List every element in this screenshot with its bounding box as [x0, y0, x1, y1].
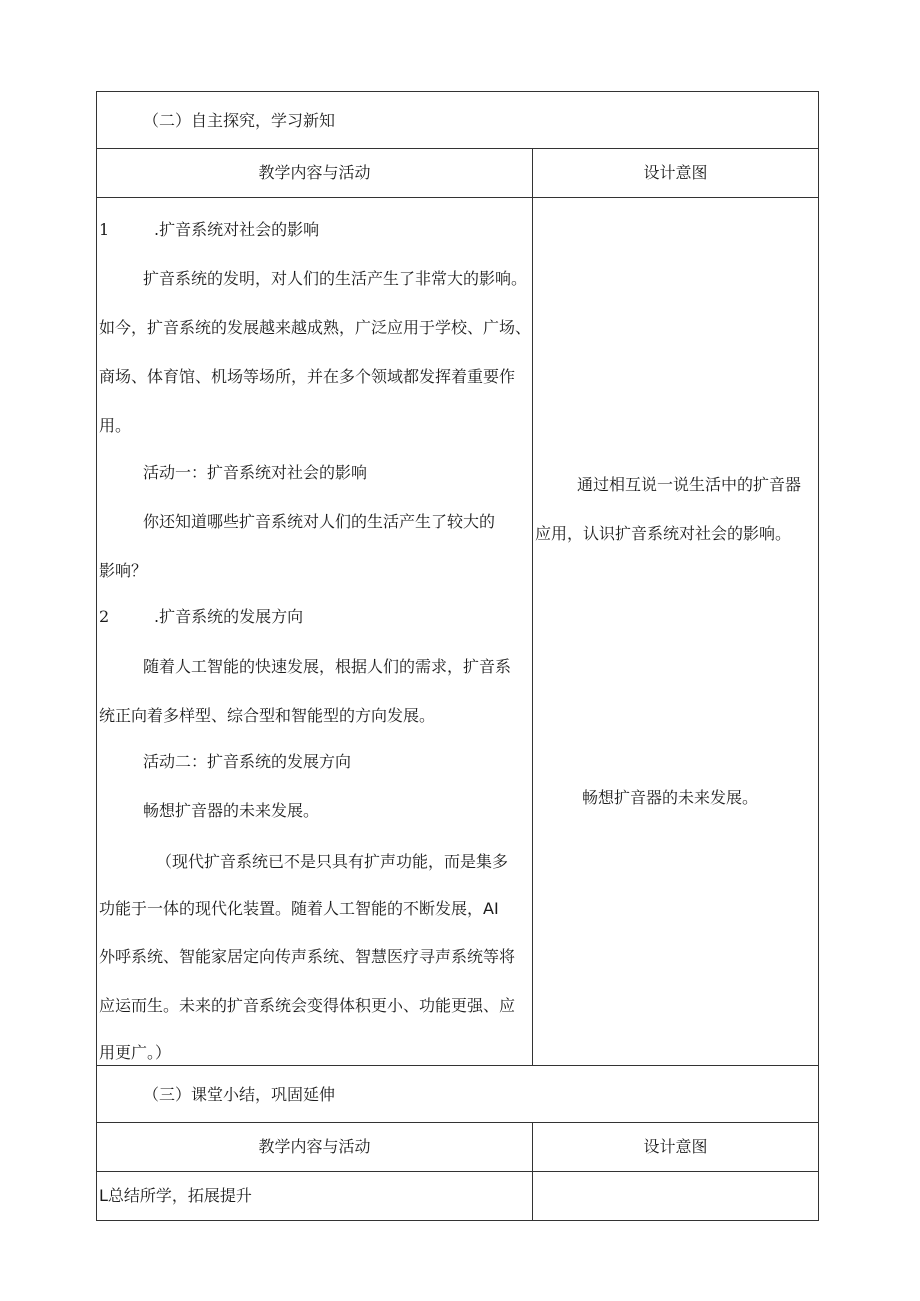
row-divider [96, 197, 819, 198]
paragraph-line: 商场、体育馆、机场等场所，并在多个领域都发挥着重要作 [99, 367, 516, 386]
table-border-bottom [96, 1220, 819, 1221]
design-intent-line: 通过相互说一说生活中的扩音器 [577, 475, 802, 494]
row-divider [96, 1065, 819, 1066]
table-border-left [96, 91, 97, 1221]
row-divider [96, 1171, 819, 1172]
section-title: （三）课堂小结，巩固延伸 [143, 1085, 336, 1104]
item-number: 2 [99, 607, 110, 626]
paragraph-line: 随着人工智能的快速发展，根据人们的需求，扩音系 [143, 657, 512, 676]
table-border-right [818, 91, 819, 1221]
column-header-content: 教学内容与活动 [258, 163, 371, 182]
item-heading: .扩音系统对社会的影响 [154, 220, 320, 239]
row-divider [96, 148, 819, 149]
table-border-top [96, 91, 819, 92]
row-divider [96, 1122, 819, 1123]
note-line: 用更广。） [99, 1043, 172, 1062]
column-header-intent: 设计意图 [643, 163, 708, 182]
item-number: 1 [99, 220, 110, 239]
section-title: （二）自主探究，学习新知 [143, 111, 336, 130]
note-line: （现代扩音系统已不是只具有扩声功能，而是集多 [156, 852, 509, 871]
question-line: 你还知道哪些扩音系统对人们的生活产生了较大的 [143, 512, 496, 531]
note-line: 应运而生。未来的扩音系统会变得体积更小、功能更强、应 [99, 996, 516, 1015]
paragraph-line: 用。 [99, 416, 132, 435]
note-line: 外呼系统、智能家居定向传声系统、智慧医疗寻声系统等将 [99, 947, 516, 966]
paragraph-line: 扩音系统的发明，对人们的生活产生了非常大的影响。 [143, 269, 528, 288]
item-heading: L总结所学，拓展提升 [99, 1186, 252, 1205]
column-divider [532, 148, 533, 1066]
design-intent-line: 应用，认识扩音系统对社会的影响。 [535, 524, 792, 543]
activity-title: 活动一：扩音系统对社会的影响 [143, 463, 368, 482]
question-line: 影响？ [99, 561, 148, 580]
note-line: 功能于一体的现代化装置。随着人工智能的不断发展，AI [99, 899, 499, 918]
column-header-content: 教学内容与活动 [258, 1137, 371, 1156]
column-header-intent: 设计意图 [643, 1137, 708, 1156]
prompt-line: 畅想扩音器的未来发展。 [143, 801, 320, 820]
item-heading: .扩音系统的发展方向 [154, 607, 304, 626]
activity-title: 活动二：扩音系统的发展方向 [143, 752, 352, 771]
paragraph-line: 统正向着多样型、综合型和智能型的方向发展。 [99, 706, 436, 725]
paragraph-line: 如今，扩音系统的发展越来越成熟，广泛应用于学校、广场、 [99, 318, 532, 337]
design-intent-line: 畅想扩音器的未来发展。 [582, 788, 759, 807]
